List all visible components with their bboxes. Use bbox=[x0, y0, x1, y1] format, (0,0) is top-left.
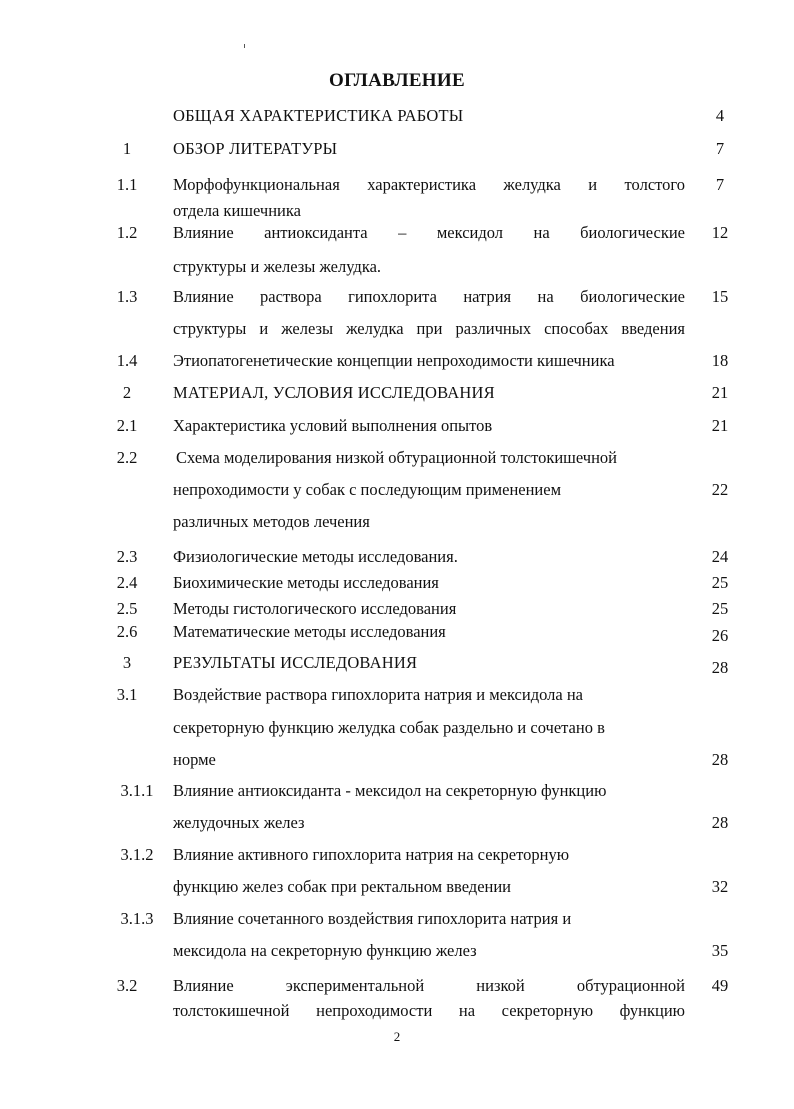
toc-entry-number: 2.3 bbox=[116, 547, 138, 566]
toc-entry-page: 18 bbox=[711, 351, 729, 370]
toc-entry-page: 21 bbox=[711, 416, 729, 435]
toc-entry-page: 21 bbox=[711, 383, 729, 402]
toc-entry-text: Физиологические методы исследования. bbox=[173, 547, 458, 566]
toc-entry-text: Этиопатогенетические концепции непроходимости кишечника bbox=[173, 351, 615, 370]
toc-entry-page: 28 bbox=[711, 658, 729, 677]
toc-entry-text: МАТЕРИАЛ, УСЛОВИЯ ИССЛЕДОВАНИЯ bbox=[173, 383, 495, 402]
toc-entry-number: 3.1.1 bbox=[120, 781, 154, 800]
toc-entry-number: 3.1.2 bbox=[120, 845, 154, 864]
toc-entry-page: 26 bbox=[711, 626, 729, 645]
toc-entry-page: 7 bbox=[715, 139, 725, 158]
toc-entry-page: 49 bbox=[711, 976, 729, 995]
toc-entry-number: 2.6 bbox=[116, 622, 138, 641]
toc-entry-number: 1.3 bbox=[116, 287, 138, 306]
toc-entry-text: структуры и железы желудка при различных способах введения bbox=[173, 319, 685, 338]
toc-entry-page: 12 bbox=[711, 223, 729, 242]
toc-entry-number: 3.1 bbox=[116, 685, 138, 704]
toc-entry-page: 32 bbox=[711, 877, 729, 896]
toc-entry-text: ОБЗОР ЛИТЕРАТУРЫ bbox=[173, 139, 338, 158]
scan-speck bbox=[244, 44, 245, 48]
toc-entry-number: 2.2 bbox=[116, 448, 138, 467]
toc-entry-text: секреторную функцию желудка собак раздельно и сочетано в bbox=[173, 718, 605, 737]
toc-entry-text: Влияние антиоксиданта - мексидол на секреторную функцию bbox=[173, 781, 607, 800]
toc-entry-text: Методы гистологического исследования bbox=[173, 599, 457, 618]
toc-entry-text: Влияние антиоксиданта – мексидол на биологические bbox=[173, 223, 685, 242]
page-title: ОГЛАВЛЕНИЕ bbox=[329, 70, 465, 91]
toc-entry-number: 2 bbox=[122, 383, 132, 402]
toc-entry-text: толстокишечной непроходимости на секреторную функцию bbox=[173, 1001, 685, 1020]
toc-entry-text: структуры и железы желудка. bbox=[173, 257, 382, 276]
toc-entry-number: 1.1 bbox=[116, 175, 138, 194]
toc-entry-text: Биохимические методы исследования bbox=[173, 573, 439, 592]
toc-entry-text: РЕЗУЛЬТАТЫ ИССЛЕДОВАНИЯ bbox=[173, 653, 418, 672]
toc-entry-text: Влияние сочетанного воздействия гипохлорита натрия и bbox=[173, 909, 572, 928]
toc-entry-text: различных методов лечения bbox=[173, 512, 370, 531]
toc-entry-text: Схема моделирования низкой обтурационной толстокишечной bbox=[176, 448, 618, 467]
toc-entry-page: 35 bbox=[711, 941, 729, 960]
toc-entry-text: Влияние активного гипохлорита натрия на секреторную bbox=[173, 845, 570, 864]
toc-entry-number: 3.2 bbox=[116, 976, 138, 995]
toc-entry-page: 28 bbox=[711, 750, 729, 769]
toc-entry-text: Воздействие раствора гипохлорита натрия и мексидола на bbox=[173, 685, 583, 704]
toc-entry-number: 1.2 bbox=[116, 223, 138, 242]
toc-entry-page: 4 bbox=[715, 106, 725, 125]
toc-entry-text: Характеристика условий выполнения опытов bbox=[173, 416, 493, 435]
toc-entry-text: Математические методы исследования bbox=[173, 622, 446, 641]
toc-entry-number: 1.4 bbox=[116, 351, 138, 370]
toc-entry-text: отдела кишечника bbox=[173, 201, 301, 220]
toc-entry-text: Влияние раствора гипохлорита натрия на биологические bbox=[173, 287, 685, 306]
toc-entry-number: 3.1.3 bbox=[120, 909, 154, 928]
toc-entry-number: 1 bbox=[122, 139, 132, 158]
toc-entry-number: 2.5 bbox=[116, 599, 138, 618]
toc-entry-number: 2.4 bbox=[116, 573, 138, 592]
toc-entry-text: функцию желез собак при ректальном введении bbox=[173, 877, 512, 896]
toc-entry-text: ОБЩАЯ ХАРАКТЕРИСТИКА РАБОТЫ bbox=[173, 106, 464, 125]
toc-entry-number: 2.1 bbox=[116, 416, 138, 435]
toc-entry-page: 22 bbox=[711, 480, 729, 499]
toc-entry-page: 7 bbox=[715, 175, 725, 194]
toc-entry-page: 25 bbox=[711, 573, 729, 592]
toc-entry-page: 15 bbox=[711, 287, 729, 306]
toc-entry-text: желудочных желез bbox=[173, 813, 305, 832]
toc-entry-page: 25 bbox=[711, 599, 729, 618]
toc-entry-text: Морфофункциональная характеристика желудка и толстого bbox=[173, 175, 685, 194]
toc-entry-text: непроходимости у собак с последующим применением bbox=[173, 480, 562, 499]
page-number: 2 bbox=[393, 1029, 401, 1044]
toc-entry-page: 24 bbox=[711, 547, 729, 566]
toc-entry-text: Влияние экспериментальной низкой обтурационной bbox=[173, 976, 685, 995]
toc-entry-text: мексидола на секреторную функцию желез bbox=[173, 941, 477, 960]
toc-entry-number: 3 bbox=[122, 653, 132, 672]
toc-entry-text: норме bbox=[173, 750, 216, 769]
toc-entry-page: 28 bbox=[711, 813, 729, 832]
